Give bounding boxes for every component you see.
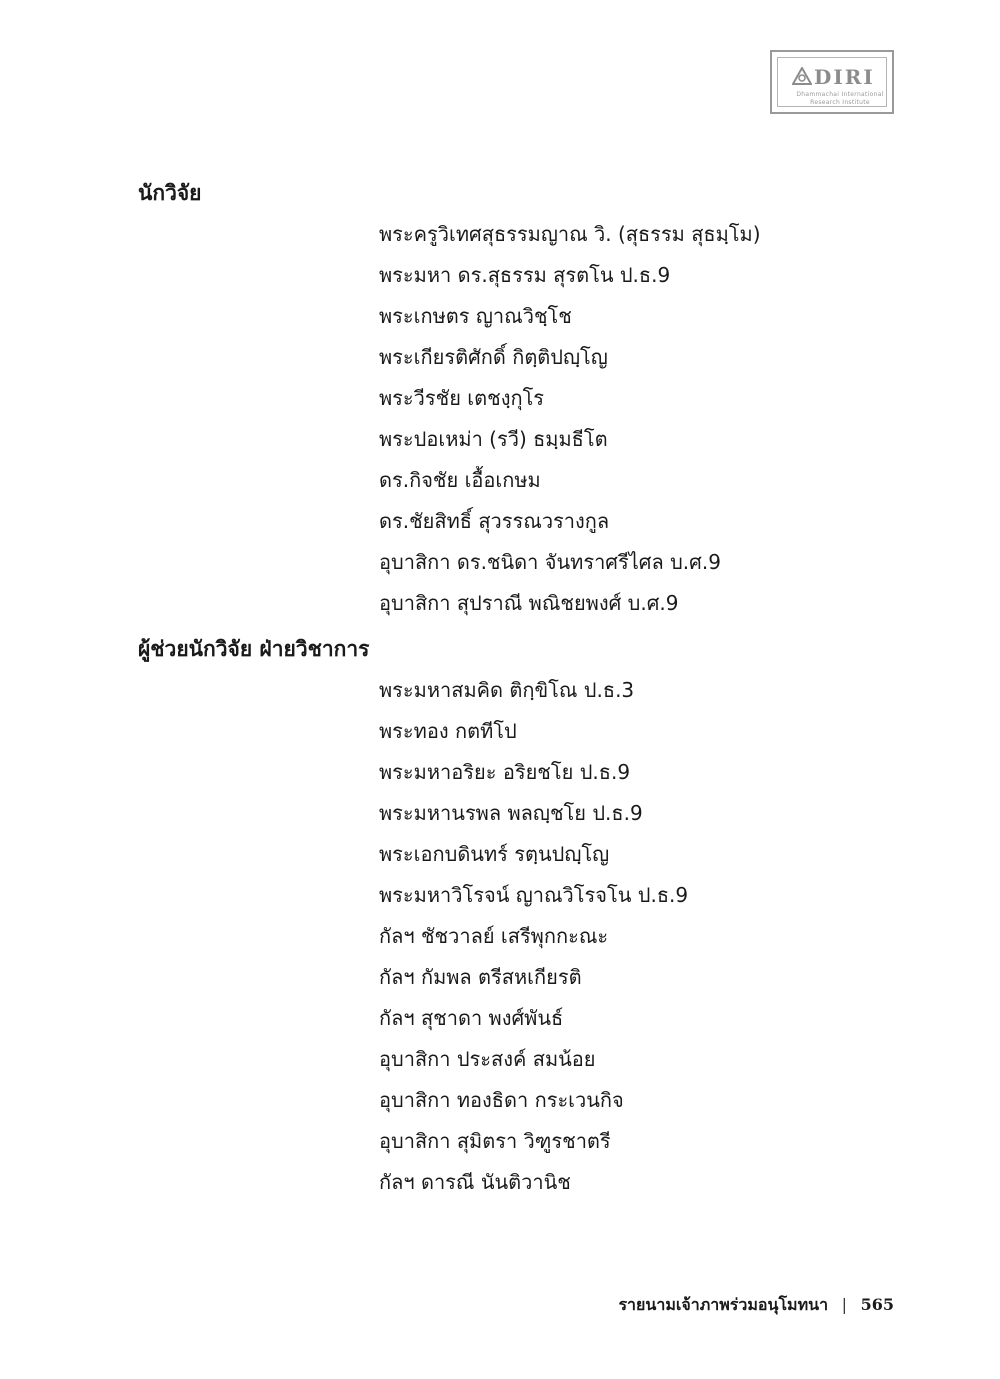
- list-item: พระวีรชัย เตชงฺกุโร: [379, 386, 545, 410]
- list-item: พระเกียรติศักดิ์ กิตฺติปญฺโญ: [379, 345, 608, 369]
- page-number: 565: [860, 1295, 894, 1314]
- logo-wordmark: DIRI: [814, 65, 875, 89]
- logo-frame: [777, 57, 887, 107]
- list-item: พระเกษตร ญาณวิชฺโช: [379, 304, 572, 328]
- list-item: พระทอง กตทีโป: [379, 719, 517, 743]
- list-item: อุบาสิกา ประสงค์ สมน้อย: [379, 1047, 596, 1071]
- logo-subtitle: Dhammachai International Research Institute: [796, 91, 884, 106]
- list-item: อุบาสิกา ดร.ชนิดา จันทราศรีไศล บ.ศ.9: [379, 550, 721, 574]
- list-item: พระปอเหม่า (รวี) ธมฺมธีโต: [379, 427, 608, 451]
- list-item: อุบาสิกา ทองธิดา กระเวนกิจ: [379, 1088, 624, 1112]
- researchers-list: [379, 214, 761, 624]
- page-footer: [618, 1293, 894, 1318]
- list-item: กัลฯ กัมพล ตรีสหเกียรติ: [379, 965, 582, 989]
- list-item: พระมหา ดร.สุธรรม สุรตโน ป.ธ.9: [379, 263, 671, 287]
- section-heading-researchers: นักวิจัย: [138, 181, 202, 205]
- list-item: พระมหาสมคิด ติกฺขิโณ ป.ธ.3: [379, 678, 635, 702]
- list-item: พระมหาอริยะ อริยชโย ป.ธ.9: [379, 760, 631, 784]
- list-item: พระมหาวิโรจน์ ญาณวิโรจโน ป.ธ.9: [379, 883, 689, 907]
- section-heading-research-assistants: ผู้ช่วยนักวิจัย ฝ่ายวิชาการ: [138, 637, 370, 661]
- list-item: กัลฯ ดารณี นันติวานิช: [379, 1170, 571, 1194]
- list-item: อุบาสิกา สุปราณี พณิชยพงศ์ บ.ศ.9: [379, 591, 679, 615]
- institute-logo: [770, 50, 894, 114]
- list-item: พระเอกบดินทร์ รตฺนปญฺโญ: [379, 842, 610, 866]
- list-item: พระมหานรพล พลญฺชโย ป.ธ.9: [379, 801, 643, 825]
- list-item: ดร.ชัยสิทธิ์ สุวรรณวรางกูล: [379, 509, 610, 533]
- list-item: กัลฯ ชัชวาลย์ เสรีพุกกะณะ: [379, 924, 609, 948]
- triangle-emblem-icon: [792, 67, 812, 85]
- list-item: ดร.กิจชัย เอื้อเกษม: [379, 468, 541, 492]
- footer-separator: |: [841, 1295, 848, 1314]
- list-item: กัลฯ สุชาดา พงศ์พันธ์: [379, 1006, 564, 1030]
- footer-title: รายนามเจ้าภาพร่วมอนุโมทนา: [618, 1295, 829, 1314]
- list-item: พระครูวิเทศสุธรรมญาณ วิ. (สุธรรม สุธมฺโม): [379, 222, 761, 246]
- list-item: อุบาสิกา สุมิตรา วิฑูรชาตรี: [379, 1129, 611, 1153]
- research-assistants-list: [379, 670, 688, 1203]
